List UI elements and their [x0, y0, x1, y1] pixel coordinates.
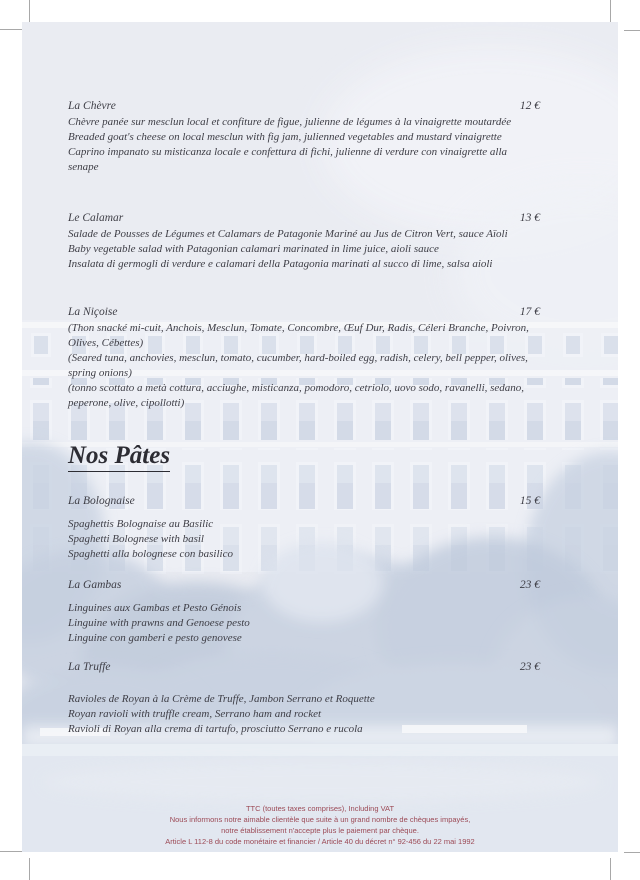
footer-line-notice-1: Nous informons notre aimable clientèle que suite à un grand nombre de chèques impayés, — [169, 815, 471, 824]
dish-title: La Bolognaise — [68, 495, 135, 507]
menu-content — [22, 22, 618, 852]
crop-mark-top-right-h — [624, 30, 640, 31]
menu-item-la-nicoise — [68, 305, 540, 411]
dish-desc-it: Spaghetti alla bolognese con basilico — [68, 548, 233, 560]
dish-price: 15 € — [519, 495, 540, 507]
dish-desc-en: Baby vegetable salad with Patagonian calamari marinated in lime juice, aioli sauce — [68, 243, 439, 255]
crop-mark-top-left-v — [29, 0, 30, 22]
crop-mark-bottom-left-v — [29, 858, 30, 880]
dish-desc-en: Breaded goat's cheese on local mesclun with fig jam, julienned vegetables and mustard vinaigrette — [68, 131, 502, 143]
dish-title: Le Calamar — [68, 212, 124, 224]
crop-mark-top-left-h — [0, 29, 22, 30]
dish-desc-fr: (Thon snacké mi-cuit, Anchois, Mesclun, Tomate, Concombre, Œuf Dur, Radis, Céleri Branche, Poivron, Olives, Cébettes) — [68, 322, 529, 349]
dish-title: La Niçoise — [68, 306, 118, 318]
dish-price: 23 € — [519, 579, 540, 591]
dish-price: 17 € — [519, 306, 540, 318]
dish-desc-it: Linguine con gamberi e pesto genovese — [68, 632, 242, 644]
crop-mark-bottom-right-v — [610, 858, 611, 880]
dish-desc-fr: Spaghettis Bolognaise au Basilic — [68, 518, 214, 530]
crop-mark-top-right-v — [610, 0, 611, 22]
crop-mark-bottom-left-h — [0, 851, 22, 852]
dish-desc-fr: Ravioles de Royan à la Crème de Truffe, Jambon Serrano et Roquette — [68, 693, 375, 705]
menu-item-la-truffe — [68, 660, 540, 737]
dish-title: La Truffe — [68, 661, 111, 673]
dish-desc-fr: Linguines aux Gambas et Pesto Génois — [68, 602, 242, 614]
dish-desc-it: Insalata di germogli di verdure e calamari della Patagonia marinati al succo di lime, salsa aioli — [68, 258, 493, 270]
footer-line-law: Article L 112-8 du code monétaire et financier / Article 40 du décret n° 92-456 du 22 mai 1992 — [165, 837, 475, 846]
menu-item-la-bolognaise — [68, 494, 540, 562]
section-heading-nos-pates — [68, 442, 170, 470]
dish-desc-fr: Chèvre panée sur mesclun local et confiture de figue, julienne de légumes à la vinaigrette moutardée — [68, 116, 512, 128]
menu-item-le-calamar — [68, 211, 540, 272]
dish-desc-en: (Seared tuna, anchovies, mesclun, tomato, cucumber, hard-boiled egg, radish, celery, bell pepper, olives, spring onions) — [68, 352, 528, 379]
dish-desc-en: Royan ravioli with truffle cream, Serrano ham and rocket — [68, 708, 322, 720]
dish-desc-en: Spaghetti Bolognese with basil — [68, 533, 204, 545]
dish-title: La Chèvre — [68, 100, 116, 112]
legal-footer — [22, 803, 618, 847]
dish-desc-it: (tonno scottato a metà cottura, acciughe, misticanza, pomodoro, cetriolo, uovo sodo, ravanelli, sedano, peperone, olive, cipollotti) — [68, 382, 525, 409]
menu-item-la-gambas — [68, 578, 540, 646]
dish-price: 13 € — [519, 212, 540, 224]
menu-page — [22, 22, 618, 852]
dish-desc-fr: Salade de Pousses de Légumes et Calamars de Patagonie Mariné au Jus de Citron Vert, sauce Aïoli — [68, 228, 508, 240]
dish-desc-it: Ravioli di Royan alla crema di tartufo, prosciutto Serrano e rucola — [68, 723, 363, 735]
dish-price: 12 € — [519, 100, 540, 112]
footer-line-notice-2: notre établissement n'accepte plus le paiement par chèque. — [221, 826, 419, 835]
section-heading-text: Nos Pâtes — [68, 442, 170, 472]
crop-mark-bottom-right-h — [624, 852, 640, 853]
menu-item-la-chevre — [68, 99, 540, 175]
dish-desc-en: Linguine with prawns and Genoese pesto — [68, 617, 250, 629]
dish-desc-it: Caprino impanato su misticanza locale e confettura di fichi, julienne di verdure con vinaigrette alla senape — [68, 146, 508, 173]
dish-price: 23 € — [519, 661, 540, 673]
dish-title: La Gambas — [68, 579, 122, 591]
footer-line-ttc: TTC (toutes taxes comprises), Including VAT — [245, 804, 395, 813]
